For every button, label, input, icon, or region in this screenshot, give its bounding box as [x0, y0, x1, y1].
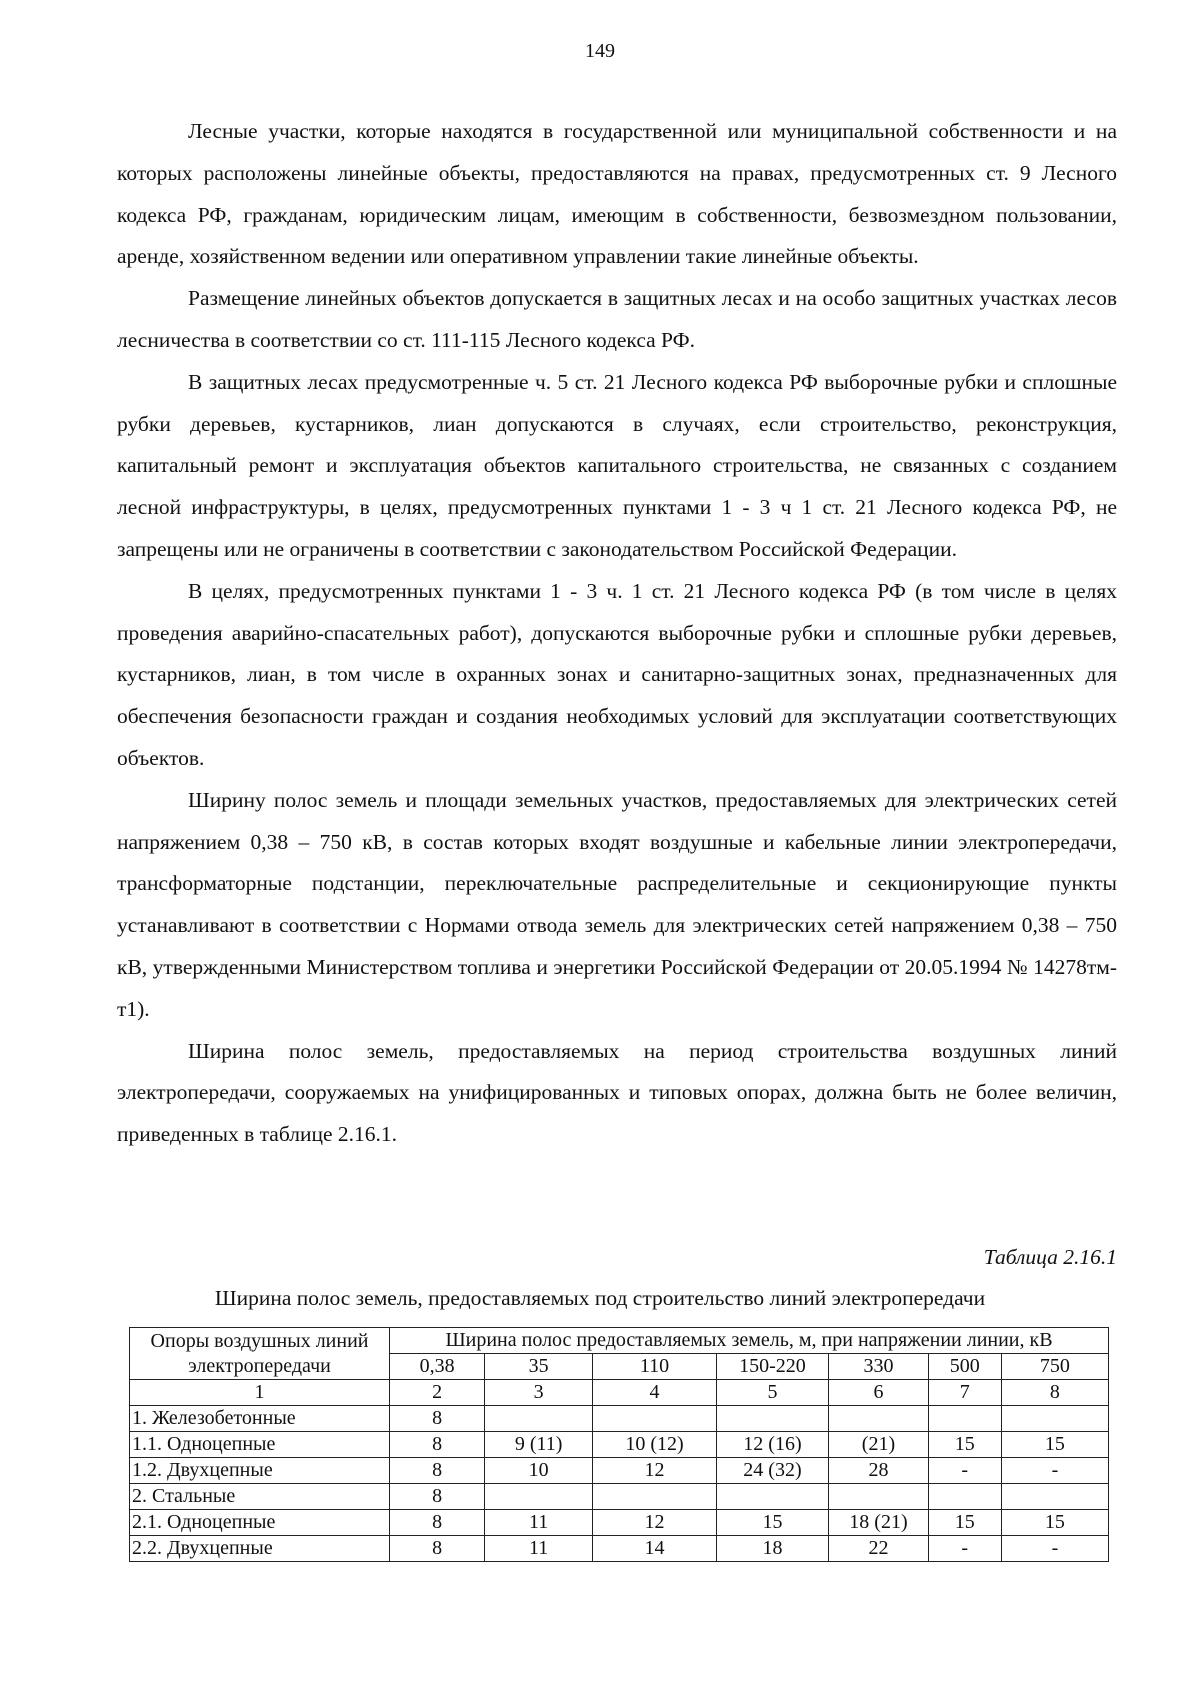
paragraph: Ширину полос земель и площади земельных участков, предоставляемых для электрических сетей напряжением 0,38 – 750 кВ, в состав которых входят воздушные и кабельные линии электропередачи, трансформаторные подстанции, переключательные распределительные и секционирующие пункты устанавливают в соответствии с Нормами отвода земель для электрических сетей напряжением 0,38 – 750 кВ, утвержденными Министерством топлива и энергетики Российской Федерации от 20.05.1994 № 14278тм-т1). [117, 787, 1117, 1021]
table-cell: - [928, 1458, 1001, 1484]
table-cell: - [1001, 1536, 1108, 1562]
table-cell [485, 1484, 593, 1510]
table-cell: 12 (16) [716, 1432, 829, 1458]
voltage-cell: 150-220 [716, 1354, 829, 1380]
table-cell: 9 (11) [485, 1432, 593, 1458]
table-cell: 14 [593, 1536, 716, 1562]
table-cell: 22 [829, 1536, 928, 1562]
row-label: 2.2. Двухцепные [130, 1536, 390, 1562]
row-label: 2. Стальные [130, 1484, 390, 1510]
table-cell: 15 [716, 1510, 829, 1536]
column-number: 6 [829, 1380, 928, 1406]
column-number: 2 [390, 1380, 485, 1406]
table-cell: 8 [390, 1484, 485, 1510]
table-title: Ширина полос земель, предоставляемых под строительство линий электропередачи [214, 1286, 986, 1310]
table-cell [485, 1406, 593, 1432]
table-cell: 8 [390, 1406, 485, 1432]
header-supports: Опоры воздушных линий электропередачи [130, 1328, 390, 1380]
paragraph: В целях, предусмотренных пунктами 1 - 3 ч. 1 ст. 21 Лесного кодекса РФ (в том числе в целях проведения аварийно-спасательных работ), допускаются выборочные рубки и сплошные рубки деревьев, кустарников, лиан, в том числе в охранных зонах и санитарно-защитных зонах, предназначенных для обеспечения безопасности граждан и создания необходимых условий для эксплуатации соответствующих объектов. [117, 578, 1117, 770]
table-cell: 10 (12) [593, 1432, 716, 1458]
table-cell: 8 [390, 1432, 485, 1458]
table-cell: (21) [829, 1432, 928, 1458]
table-cell [716, 1406, 829, 1432]
column-number: 8 [1001, 1380, 1108, 1406]
table-row [130, 1510, 1109, 1536]
table-caption: Таблица 2.16.1 [983, 1245, 1117, 1269]
table-cell: 15 [928, 1510, 1001, 1536]
table-cell: 28 [829, 1458, 928, 1484]
row-label: 1. Железобетонные [130, 1406, 390, 1432]
voltage-cell: 500 [928, 1354, 1001, 1380]
table-row [130, 1406, 1109, 1432]
table-row [130, 1458, 1109, 1484]
table-row [130, 1432, 1109, 1458]
page-number: 149 [585, 40, 615, 62]
table-cell: 15 [1001, 1510, 1108, 1536]
column-number: 1 [130, 1380, 390, 1406]
paragraph: Размещение линейных объектов допускается в защитных лесах и на особо защитных участках лесов лесничества в соответствии со ст. 111-115 Лесного кодекса РФ. [117, 286, 1117, 352]
table-cell [593, 1484, 716, 1510]
table-cell [593, 1406, 716, 1432]
paragraph: Лесные участки, которые находятся в государственной или муниципальной собственности и на которых расположены линейные объекты, предоставляются на правах, предусмотренных ст. 9 Лесного кодекса РФ, гражданам, юридическим лицам, имеющим в собственности, безвозмездном пользовании, аренде, хозяйственном ведении или оперативном управлении такие линейные объекты. [117, 119, 1117, 269]
table-row [130, 1484, 1109, 1510]
table-row [130, 1536, 1109, 1562]
table-cell: 10 [485, 1458, 593, 1484]
table-cell [829, 1406, 928, 1432]
table-cell [928, 1406, 1001, 1432]
voltage-cell: 110 [593, 1354, 716, 1380]
table-cell: 18 [716, 1536, 829, 1562]
table-cell [716, 1484, 829, 1510]
column-number: 4 [593, 1380, 716, 1406]
voltage-cell: 35 [485, 1354, 593, 1380]
table-cell: 8 [390, 1458, 485, 1484]
voltage-cell: 750 [1001, 1354, 1108, 1380]
table-cell: 12 [593, 1458, 716, 1484]
table-cell: 15 [1001, 1432, 1108, 1458]
voltage-cell: 330 [829, 1354, 928, 1380]
table-cell: 11 [485, 1536, 593, 1562]
table-cell: 24 (32) [716, 1458, 829, 1484]
table-cell: - [928, 1536, 1001, 1562]
row-label: 2.1. Одноцепные [130, 1510, 390, 1536]
body-text [117, 111, 1117, 1156]
table-cell: 11 [485, 1510, 593, 1536]
table-cell [829, 1484, 928, 1510]
table-cell: 8 [390, 1510, 485, 1536]
table-header-row [130, 1328, 1109, 1354]
table-cell: - [1001, 1458, 1108, 1484]
row-label: 1.1. Одноцепные [130, 1432, 390, 1458]
column-number: 3 [485, 1380, 593, 1406]
table-cell [928, 1484, 1001, 1510]
table-column-number-row [130, 1380, 1109, 1406]
table-cell: 12 [593, 1510, 716, 1536]
table-cell: 15 [928, 1432, 1001, 1458]
column-number: 5 [716, 1380, 829, 1406]
header-width-group: Ширина полос предоставляемых земель, м, при напряжении линии, кВ [390, 1328, 1109, 1354]
paragraph: Ширина полос земель, предоставляемых на период строительства воздушных линий электропередачи, сооружаемых на унифицированных и типовых опорах, должна быть не более величин, приведенных в таблице 2.16.1. [117, 1038, 1117, 1147]
row-label: 1.2. Двухцепные [130, 1458, 390, 1484]
table-cell: 8 [390, 1536, 485, 1562]
table-cell [1001, 1484, 1108, 1510]
voltage-cell: 0,38 [390, 1354, 485, 1380]
table-cell: 18 (21) [829, 1510, 928, 1536]
land-width-table [129, 1327, 1109, 1562]
table-cell [1001, 1406, 1108, 1432]
paragraph: В защитных лесах предусмотренные ч. 5 ст. 21 Лесного кодекса РФ выборочные рубки и сплошные рубки деревьев, кустарников, лиан допускаются в случаях, если строительство, реконструкция, капитальный ремонт и эксплуатация объектов капитального строительства, не связанных с созданием лесной инфраструктуры, в целях, предусмотренных пунктами 1 - 3 ч 1 ст. 21 Лесного кодекса РФ, не запрещены или не ограничены в соответствии с законодательством Российской Федерации. [117, 369, 1117, 561]
column-number: 7 [928, 1380, 1001, 1406]
